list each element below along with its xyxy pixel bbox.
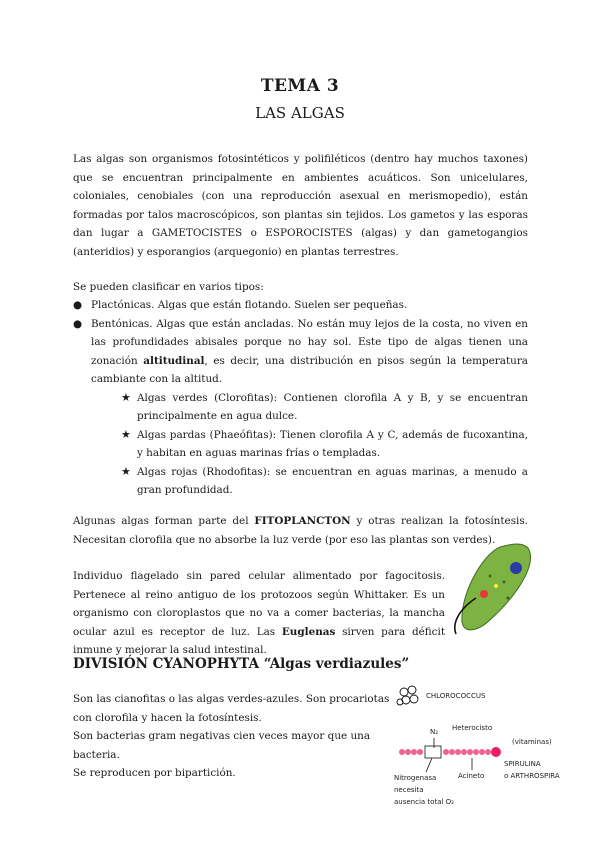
list-item <box>121 426 528 463</box>
euglena-drawing <box>446 538 550 640</box>
filament-icon <box>399 746 501 758</box>
nucleus-icon <box>480 590 488 598</box>
benthic-text-b: , es decir, una distribución en pisos según la temperatura cambiante con la altitud. <box>91 354 528 385</box>
arthrospira-label: o ARTHROSPIRA <box>504 772 560 780</box>
red-algae-text: Algas rojas (Rhodofitas): se encuentran en aguas marinas, a menudo a gran profundidad. <box>137 465 528 496</box>
planktonic-text: Plactónicas. Algas que están flotando. Suelen ser pequeñas. <box>91 299 408 311</box>
cyanophyta-paragraph <box>73 690 391 783</box>
list-item <box>121 389 528 426</box>
intro-paragraph: Las algas son organismos fotosintéticos y polifiléticos (dentro hay muchos taxones) que se encuentran principalmente en ambientes acuáticos. Son unicelulares, coloniales, cenobiales (con una reproducción asexual en merismopedio), están formadas por talos macroscópicos, son plantas sin tejidos. Los gametos y las esporas dan lugar a GAMETOCISTES o ESPOROCISTES (algas) y dan gametogangios (anteridios) y esporangios (arquegonio) en plantas terrestres. <box>73 153 528 258</box>
benthic-text-a: Bentónicas. Algas que están ancladas. No están muy lejos de la costa, no viven en las profundidades abisales porque no hay sol. Este tipo de algas tienen una zonación <box>91 317 528 367</box>
chlorococcus-cells-icon <box>397 686 418 705</box>
algae-types-list <box>73 296 528 500</box>
ausencia-label: ausencia total O₂ <box>394 798 454 806</box>
brown-algae-text: Algas pardas (Phaeófitas): Tienen clorofila A y C, además de fucoxantina, y habitan en aguas marinas frías o templadas. <box>137 428 528 459</box>
fito-text-a: Algunas algas forman parte del <box>73 515 255 527</box>
euglena-bold: Euglenas <box>281 625 336 638</box>
fito-bold: FITOPLANCTON <box>254 515 351 527</box>
vitamins-label: (vitaminas) <box>512 738 552 746</box>
page-subtitle: LAS ALGAS <box>255 104 345 122</box>
cyanophyta-heading: DIVISIÓN CYANOPHYTA “Algas verdiazules” <box>73 656 410 672</box>
chlorococcus-label: CHLOROCOCCUS <box>426 692 486 700</box>
fito-text-b: y otras realizan la fotosíntesis. Necesitan clorofila que no absorbe la luz verde (por eso las plantas son verdes). <box>73 515 528 546</box>
euglena-paragraph <box>73 567 445 660</box>
classify-intro: Se pueden clasificar en varios tipos: <box>73 281 264 293</box>
algae-subtypes-list <box>91 389 528 500</box>
nitrogenasa-label: Nitrogenasa <box>394 774 437 782</box>
heterocist-label: Heterocisto <box>452 724 493 732</box>
cyano-text-3: Se reproducen por bipartición. <box>73 767 236 779</box>
benthic-bold: altitudinal <box>143 354 205 367</box>
bullet-icon: ● <box>73 317 83 330</box>
euglena-text-b: sirven para déficit inmune y mejorar la salud intestinal. <box>73 625 445 656</box>
star-icon: ★ <box>121 464 131 478</box>
list-item <box>73 296 528 315</box>
cyanobacteria-sketch <box>392 680 572 840</box>
bullet-icon: ● <box>73 299 83 311</box>
list-item <box>121 463 528 500</box>
spirulina-label: SPIRULINA <box>504 760 541 768</box>
eyespot-icon <box>510 562 522 574</box>
list-item <box>73 315 528 500</box>
euglena-text-a: Individuo flagelado sin pared celular alimentado por fagocitosis. Pertenece al reino antiguo de los protozoos según Whittaker. Es un organismo con cloroplastos que no va a comer bacterias, la mancha ocular azul es receptor de luz. Las <box>73 570 445 638</box>
n2-label: N₂ <box>430 728 439 736</box>
star-icon: ★ <box>121 427 131 441</box>
page-title: TEMA 3 <box>260 76 340 96</box>
cyano-text-1: Son las cianofitas o las algas verdes-azules. Son procariotas con clorofila y hacen la fotosíntesis. <box>73 693 390 724</box>
star-icon: ★ <box>121 390 131 404</box>
cyano-text-2: Son bacterias gram negativas cien veces mayor que una bacteria. <box>73 730 371 761</box>
acineto-label: Acineto <box>458 772 485 780</box>
green-algae-text: Algas verdes (Clorofitas): Contienen clorofila A y B, y se encuentran principalmente en agua dulce. <box>137 391 528 422</box>
necesita-label: necesita <box>394 786 424 794</box>
